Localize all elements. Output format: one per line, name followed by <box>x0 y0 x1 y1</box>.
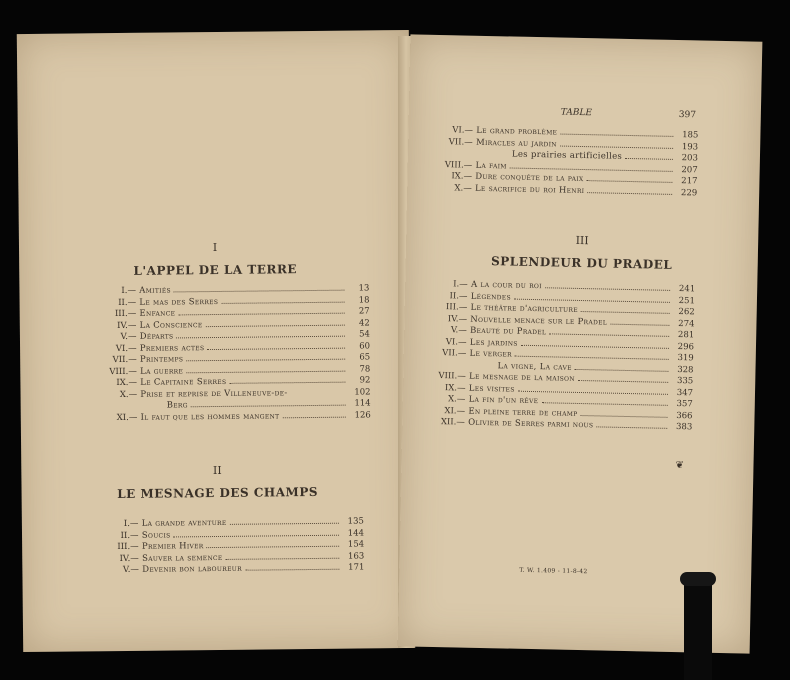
toc-list-part-1 <box>97 283 370 424</box>
leader-dots <box>221 301 344 303</box>
running-header: TABLE <box>560 107 593 119</box>
leader-dots <box>207 546 340 548</box>
section-title: L'APPEL DE LA TERRE <box>133 262 298 278</box>
chapter-number: V. <box>122 564 131 575</box>
leader-dots <box>514 298 670 302</box>
chapter-title: Berg <box>166 400 188 411</box>
leader-dots <box>230 523 339 525</box>
chapter-title: — Prise et reprise de Villeneuve-de- <box>128 387 288 400</box>
page-number: 207 <box>681 164 698 175</box>
chapter-title: — Printemps <box>128 354 184 365</box>
leader-dots <box>581 415 668 418</box>
toc-entry <box>102 562 364 576</box>
page-number: 78 <box>359 363 371 374</box>
chapter-number: I. <box>453 279 460 290</box>
leader-dots <box>610 323 669 325</box>
page-number: 217 <box>681 176 698 187</box>
chapter-title: — Les jardins <box>457 336 518 349</box>
chapter-number: IX. <box>116 377 129 389</box>
chapter-number: V. <box>450 325 459 336</box>
page-number: 154 <box>347 539 365 550</box>
chapter-number: IX. <box>444 382 458 393</box>
left-page <box>17 30 415 652</box>
book-stand-clip <box>680 572 716 586</box>
chapter-title: — En pleine terre de champ <box>456 405 578 419</box>
chapter-number <box>99 408 167 409</box>
leader-dots <box>186 370 345 373</box>
leader-dots <box>549 333 669 337</box>
chapter-number: VI. <box>115 343 129 354</box>
chapter-title: — Olivier de Serres parmi nous <box>456 417 594 431</box>
chapter-title: La vigne, La cave <box>497 360 572 373</box>
page-number: 65 <box>359 352 371 363</box>
chapter-number: IV. <box>119 553 131 564</box>
chapter-title: — La faim <box>463 160 507 171</box>
section-title: LE MESNAGE DES CHAMPS <box>117 484 319 502</box>
page-number: 163 <box>347 550 365 562</box>
page-number: 18 <box>358 294 370 306</box>
chapter-title: — Amitiés <box>127 285 171 296</box>
leader-dots <box>207 347 345 349</box>
chapter-number: IV. <box>447 313 459 324</box>
chapter-title: — Miracles au jardin <box>464 137 557 149</box>
chapter-number: XI. <box>444 405 457 416</box>
chapter-title: — Le grand problème <box>464 125 558 138</box>
page-number: 241 <box>678 284 696 295</box>
chapter-title: — Il faut que les hommes mangent <box>128 410 280 423</box>
toc-list-part-2 <box>102 516 365 576</box>
chapter-number: I. <box>121 285 128 296</box>
printer-footer: T. W. 1.409 - 11-8-42 <box>519 566 588 576</box>
page-number: 251 <box>678 295 696 306</box>
chapter-number: XII. <box>440 417 457 428</box>
chapter-title: — Les visites <box>456 382 515 395</box>
chapter-number: II. <box>120 530 131 541</box>
chapter-number: VI. <box>445 336 459 347</box>
page-number: 126 <box>354 409 371 421</box>
leader-dots <box>560 145 673 148</box>
chapter-title: — Premier Hiver <box>130 541 204 552</box>
leader-dots <box>176 336 345 339</box>
leader-dots <box>518 390 668 394</box>
chapter-number <box>425 366 497 368</box>
chapter-number: IV. <box>117 320 128 331</box>
leader-dots <box>578 380 668 383</box>
toc-list-continued <box>431 125 698 200</box>
book-stand <box>684 576 712 680</box>
leader-dots <box>229 382 345 384</box>
page-number: 262 <box>678 307 695 318</box>
leader-dots <box>178 313 344 316</box>
page-number: 27 <box>358 306 370 317</box>
chapter-title: — Le Capitaine Serres <box>128 376 227 388</box>
chapter-title: — Sauver la semence <box>130 552 223 564</box>
page-number: 102 <box>354 386 371 398</box>
chapter-number: III. <box>114 308 128 320</box>
chapter-title: — Le mesnage de la maison <box>457 371 575 384</box>
page-number: 171 <box>348 562 365 573</box>
chapter-number: I. <box>123 518 130 529</box>
page-number: 347 <box>676 387 694 398</box>
leader-dots <box>545 287 670 291</box>
chapter-number: V. <box>120 331 129 342</box>
chapter-title: — Le verger <box>457 348 513 360</box>
chapter-number: VIII. <box>444 159 464 171</box>
page-number: 335 <box>676 376 694 387</box>
chapter-title: — Le théâtre d'agriculture <box>458 302 579 315</box>
leader-dots <box>596 426 667 428</box>
chapter-title: — La fin d'un rêve <box>456 394 539 407</box>
page-number: 114 <box>354 398 371 409</box>
chapter-title: Les prairies artificielles <box>511 149 623 162</box>
leader-dots <box>206 324 345 326</box>
chapter-number: VII. <box>448 136 465 148</box>
page-number: 328 <box>677 364 694 375</box>
chapter-number: VI. <box>452 125 465 136</box>
chapter-number: II. <box>118 297 128 308</box>
leader-dots <box>515 356 669 360</box>
section-title: SPLENDEUR DU PRADEL <box>490 254 673 272</box>
page-number: 357 <box>676 399 693 410</box>
chapter-title: — Soucis <box>129 529 171 541</box>
leader-dots <box>560 134 673 137</box>
chapter-title: — Dure conquête de la paix <box>463 171 584 185</box>
toc-entry <box>99 410 371 424</box>
chapter-title: — Premiers actes <box>128 342 205 354</box>
page-number: 193 <box>681 141 699 152</box>
leader-dots <box>575 368 669 371</box>
page-number: 144 <box>347 527 365 539</box>
page-number: 229 <box>680 187 698 198</box>
page-number: 54 <box>359 329 370 340</box>
leader-dots <box>625 158 673 160</box>
page-number: 296 <box>677 341 695 352</box>
chapter-title: — Enfance <box>127 308 176 319</box>
chapter-title: — Le mas des Serres <box>127 296 219 308</box>
leader-dots <box>282 416 345 418</box>
chapter-title: — A la cour du roi <box>459 279 542 292</box>
leader-dots <box>510 167 673 171</box>
page-number: 274 <box>678 318 695 329</box>
leader-dots <box>174 290 345 293</box>
page-number: 60 <box>359 340 371 352</box>
chapter-number: VII. <box>112 354 129 366</box>
header-page-number: 397 <box>678 110 697 121</box>
page-number: 203 <box>681 153 699 164</box>
chapter-title: — La Conscience <box>127 319 203 331</box>
page-number: 185 <box>682 130 699 141</box>
page-number: 319 <box>677 353 694 364</box>
chapter-number: X. <box>447 394 457 405</box>
page-number: 366 <box>676 410 693 421</box>
chapter-title: — La grande aventure <box>129 517 227 529</box>
chapter-title: — Beauté du Pradel <box>458 325 547 338</box>
page-number: 13 <box>358 283 370 294</box>
chapter-title: — Départs <box>127 331 174 342</box>
chapter-number: II. <box>449 290 460 301</box>
chapter-number: XI. <box>116 412 129 423</box>
section-numeral: I <box>212 240 218 255</box>
chapter-title: — Nouvelle menace sur le Pradel <box>458 313 608 328</box>
chapter-number: III. <box>445 302 459 313</box>
page-number: 383 <box>675 422 693 433</box>
toc-list-part-3 <box>424 279 695 434</box>
leader-dots <box>174 534 340 537</box>
leader-dots <box>581 311 670 314</box>
leader-dots <box>186 359 345 362</box>
leader-dots <box>191 405 346 408</box>
leader-dots <box>587 192 672 195</box>
chapter-number: X. <box>454 182 464 194</box>
chapter-number <box>432 155 512 157</box>
ink-mark-icon: ❦ <box>675 460 684 472</box>
chapter-number: III. <box>117 541 131 553</box>
page-number: 281 <box>677 330 695 341</box>
chapter-number: VIII. <box>109 366 129 377</box>
page-number: 42 <box>358 317 370 329</box>
section-numeral: III <box>575 233 589 248</box>
page-number: 92 <box>359 375 371 386</box>
chapter-title: — Légendes <box>458 290 512 303</box>
chapter-title: — Devenir bon laboureur <box>130 563 242 575</box>
leader-dots <box>226 557 340 559</box>
leader-dots <box>541 402 667 406</box>
leader-dots <box>586 180 672 183</box>
chapter-title: — Le sacrifice du roi Henri <box>463 183 585 196</box>
leader-dots <box>245 569 339 571</box>
chapter-number: IX. <box>451 171 464 182</box>
chapter-number: X. <box>119 389 129 400</box>
right-page <box>398 34 763 653</box>
page-number: 135 <box>347 516 364 527</box>
chapter-number: VIII. <box>438 371 458 382</box>
chapter-title: — La guerre <box>128 365 184 377</box>
leader-dots <box>521 344 669 348</box>
section-numeral: II <box>212 463 222 478</box>
chapter-number: VII. <box>442 348 458 359</box>
